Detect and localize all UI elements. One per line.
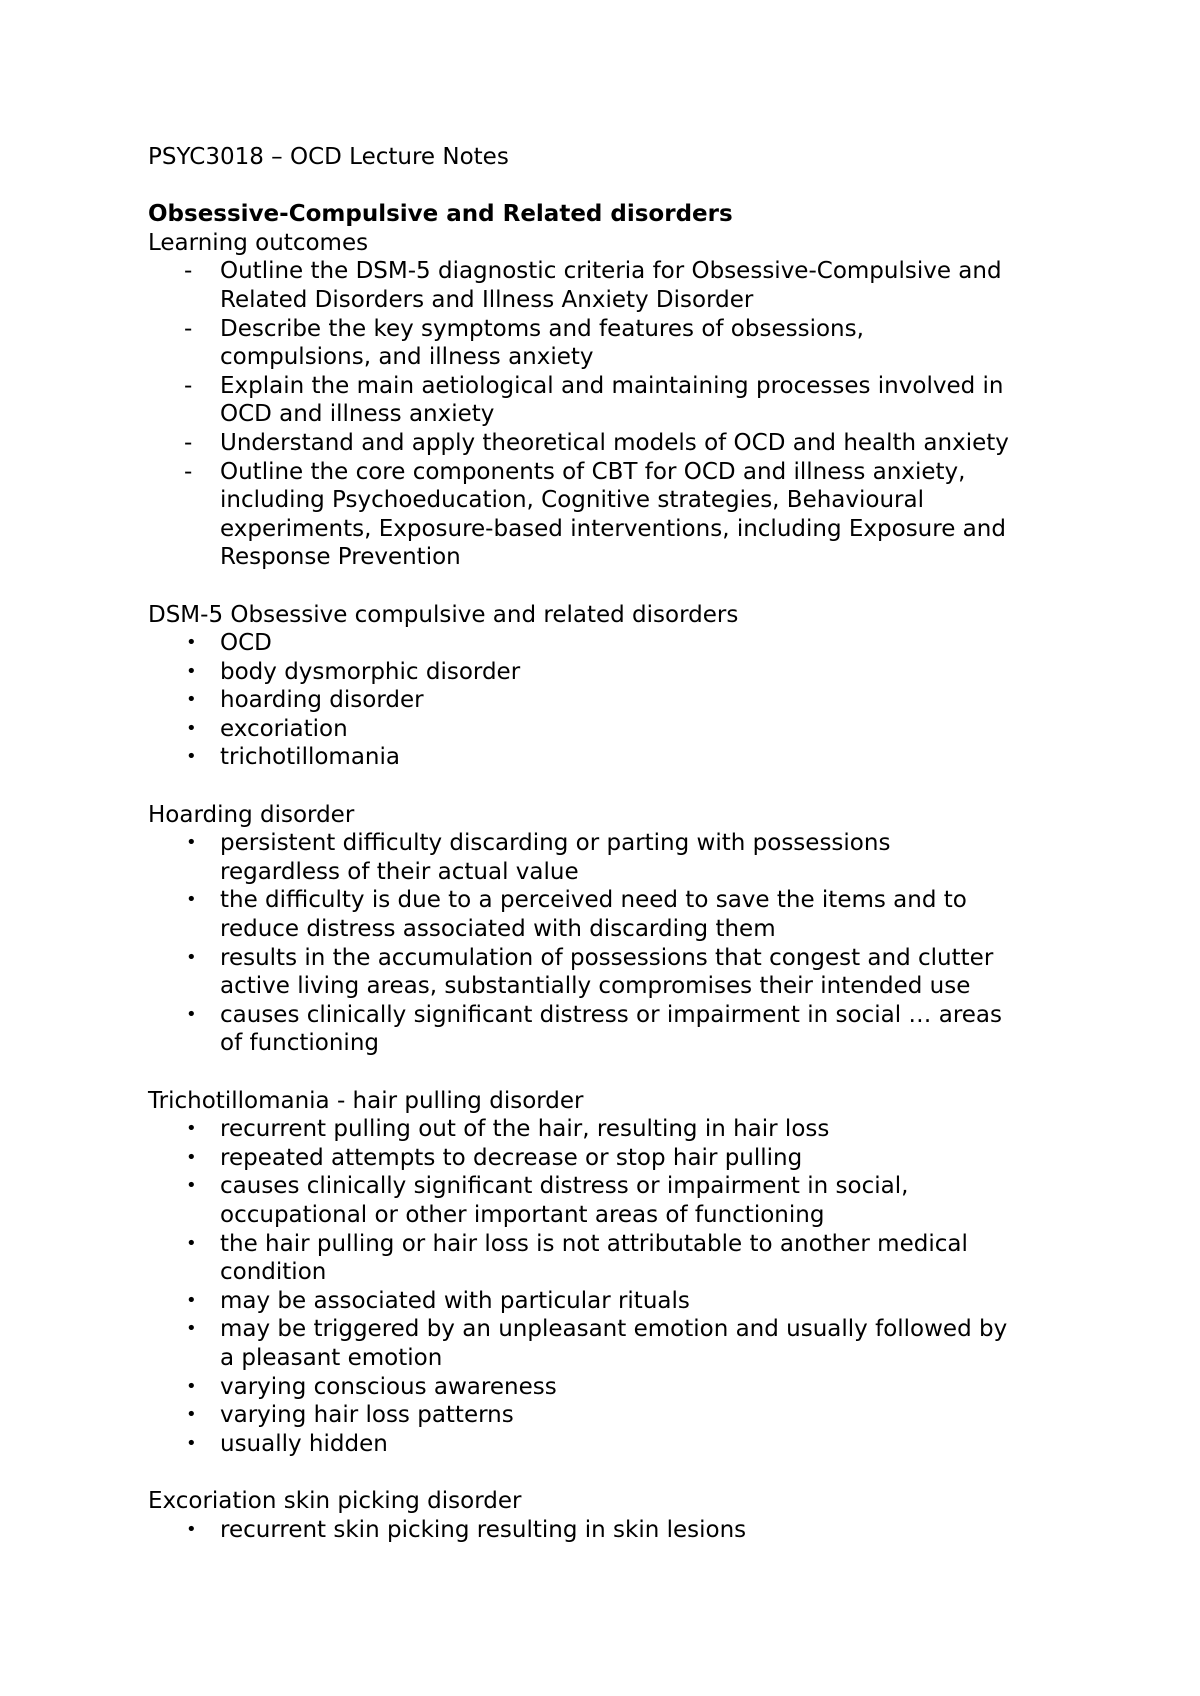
bullet-marker: •: [186, 1318, 197, 1340]
trichotillomania-list: [148, 1115, 1078, 1458]
excoriation-list: [148, 1516, 1078, 1545]
list-item-text: results in the accumulation of possessions that congest and clutter active living areas, substantially compromises their intended use: [220, 944, 994, 1000]
bullet-marker: •: [186, 717, 197, 739]
list-item: [148, 1401, 1078, 1430]
bullet-marker: •: [186, 632, 197, 654]
spacer: [148, 172, 1078, 201]
list-item-text: OCD: [220, 630, 272, 657]
bullet-marker: •: [186, 1375, 197, 1397]
bullet-marker: •: [186, 1518, 197, 1540]
section-heading: Obsessive-Compulsive and Related disorders: [148, 201, 733, 228]
dash-marker: -: [184, 372, 193, 399]
spacer: [148, 1458, 1078, 1487]
dash-marker: -: [184, 258, 193, 285]
list-item-text: Describe the key symptoms and features of obsessions, compulsions, and illness anxiety: [220, 315, 864, 371]
list-item: [148, 1430, 1078, 1459]
list-item: [148, 429, 1078, 458]
learning-outcomes-list: [148, 257, 1078, 572]
list-item: [148, 1373, 1078, 1402]
list-item: [148, 1516, 1078, 1545]
list-item-text: Explain the main aetiological and maintaining processes involved in OCD and illness anxiety: [220, 372, 1004, 428]
bullet-marker: •: [186, 660, 197, 682]
bullet-marker: •: [186, 1003, 197, 1025]
list-item-text: usually hidden: [220, 1430, 388, 1457]
list-item: [148, 1001, 1078, 1058]
list-item-text: excoriation: [220, 715, 348, 742]
list-item-text: trichotillomania: [220, 744, 400, 771]
list-item: [148, 1115, 1078, 1144]
spacer: [148, 772, 1078, 801]
bullet-marker: •: [186, 946, 197, 968]
list-item: [148, 372, 1078, 429]
list-item-text: Outline the DSM-5 diagnostic criteria for Obsessive-Compulsive and Related Disorders and Illness Anxiety Disorder: [220, 258, 1002, 313]
list-item-text: Understand and apply theoretical models of OCD and health anxiety: [220, 429, 1009, 456]
list-item: [148, 886, 1078, 943]
hoarding-heading: Hoarding disorder: [148, 801, 355, 828]
list-item-text: varying conscious awareness: [220, 1373, 557, 1400]
list-item: [148, 1172, 1078, 1229]
bullet-marker: •: [186, 889, 197, 911]
bullet-marker: •: [186, 1146, 197, 1168]
dash-marker: -: [184, 458, 193, 485]
hoarding-list: [148, 829, 1078, 1058]
excoriation-heading: Excoriation skin picking disorder: [148, 1487, 522, 1514]
document-page: [148, 143, 1078, 1544]
list-item: [148, 829, 1078, 886]
list-item-text: may be triggered by an unpleasant emotion and usually followed by a pleasant emotion: [220, 1316, 1008, 1371]
list-item-text: hoarding disorder: [220, 687, 424, 714]
list-item: [148, 629, 1078, 658]
bullet-marker: •: [186, 1404, 197, 1426]
bullet-marker: •: [186, 1232, 197, 1254]
dash-marker: -: [184, 315, 193, 342]
spacer: [148, 572, 1078, 601]
list-item: [148, 257, 1078, 314]
list-item-text: repeated attempts to decrease or stop hair pulling: [220, 1144, 803, 1171]
list-item-text: the difficulty is due to a perceived need to save the items and to reduce distress associated with discarding them: [220, 887, 967, 943]
dash-marker: -: [184, 429, 193, 456]
list-item: [148, 743, 1078, 772]
dsm5-heading: DSM-5 Obsessive compulsive and related disorders: [148, 601, 739, 628]
bullet-marker: •: [186, 1432, 197, 1454]
bullet-marker: •: [186, 1175, 197, 1197]
bullet-marker: •: [186, 1289, 197, 1311]
list-item: [148, 458, 1078, 572]
list-item-text: varying hair loss patterns: [220, 1402, 514, 1429]
list-item-text: persistent difficulty discarding or parting with possessions regardless of their actual value: [220, 830, 891, 885]
list-item-text: recurrent pulling out of the hair, resulting in hair loss: [220, 1116, 830, 1143]
spacer: [148, 1058, 1078, 1087]
list-item-text: the hair pulling or hair loss is not attributable to another medical condition: [220, 1230, 968, 1286]
list-item: [148, 1230, 1078, 1287]
list-item: [148, 686, 1078, 715]
bullet-marker: •: [186, 689, 197, 711]
list-item: [148, 944, 1078, 1001]
list-item-text: Outline the core components of CBT for OCD and illness anxiety, including Psychoeducation, Cognitive strategies, Behavioural experiments, Exposure-based interventions, including Exposure and Response Prevention: [220, 458, 1006, 571]
list-item: [148, 1144, 1078, 1173]
list-item-text: recurrent skin picking resulting in skin lesions: [220, 1516, 747, 1543]
bullet-marker: •: [186, 746, 197, 768]
list-item: [148, 1287, 1078, 1316]
list-item-text: causes clinically significant distress or impairment in social … areas of functioning: [220, 1001, 1002, 1057]
list-item: [148, 315, 1078, 372]
trichotillomania-heading: Trichotillomania - hair pulling disorder: [148, 1087, 584, 1114]
bullet-marker: •: [186, 832, 197, 854]
list-item-text: body dysmorphic disorder: [220, 658, 521, 685]
list-item: [148, 715, 1078, 744]
learning-outcomes-heading: Learning outcomes: [148, 229, 369, 256]
document-title: PSYC3018 – OCD Lecture Notes: [148, 144, 509, 170]
list-item: [148, 658, 1078, 687]
list-item-text: may be associated with particular rituals: [220, 1287, 690, 1314]
list-item-text: causes clinically significant distress or impairment in social, occupational or other important areas of functioning: [220, 1173, 909, 1228]
list-item: [148, 1315, 1078, 1372]
bullet-marker: •: [186, 1118, 197, 1140]
dsm5-list: [148, 629, 1078, 772]
